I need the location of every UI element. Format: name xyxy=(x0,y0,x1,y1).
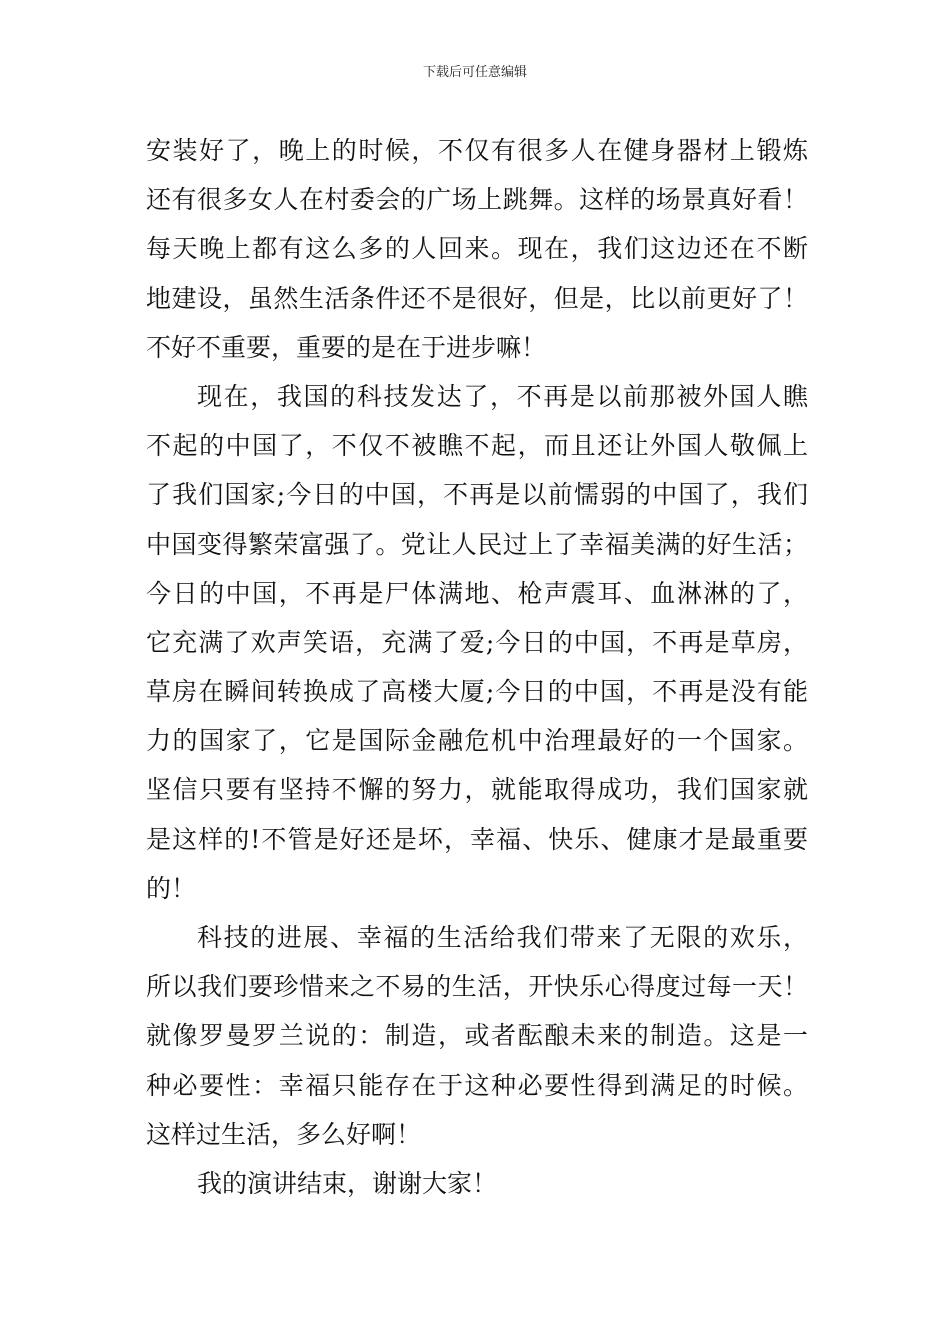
text-line: 草房在瞬间转换成了高楼大厦;今日的中国，不再是没有能 xyxy=(146,677,808,707)
text-line: 不好不重要，重要的是在于进步嘛！ xyxy=(146,332,547,362)
text-line: 它充满了欢声笑语，充满了爱;今日的中国，不再是草房， xyxy=(146,627,808,657)
text-line: 安装好了，晚上的时候，不仅有很多人在健身器材上锻炼 xyxy=(146,136,808,165)
text-line: 中国变得繁荣富强了。党让人民过上了幸福美满的好生活； xyxy=(146,529,808,559)
speech-body xyxy=(146,126,808,1208)
text-line: 还有很多女人在村委会的广场上跳舞。这样的场景真好看！ xyxy=(146,185,808,215)
text-line: 坚信只要有坚持不懈的努力，就能取得成功，我们国家就 xyxy=(146,775,808,805)
text-line: 种必要性：幸福只能存在于这种必要性得到满足的时候。 xyxy=(146,1070,808,1100)
text-line: 每天晚上都有这么多的人回来。现在，我们这边还在不断 xyxy=(146,234,808,264)
paragraph-first-line: 现在，我国的科技发达了，不再是以前那被外国人瞧 xyxy=(197,381,808,411)
text-line: 了我们国家;今日的中国，不再是以前懦弱的中国了，我们 xyxy=(146,480,808,510)
paragraph-first-line: 科技的进展、幸福的生活给我们带来了无限的欢乐， xyxy=(197,923,808,952)
text-line: 地建设，虽然生活条件还不是很好，但是，比以前更好了！ xyxy=(146,283,808,313)
header-note: 下载后可任意编辑 xyxy=(422,65,527,80)
text-line: 所以我们要珍惜来之不易的生活，开快乐心得度过每一天！ xyxy=(146,972,808,1002)
text-line: 是这样的!不管是好还是坏，幸福、快乐、健康才是最重要 xyxy=(146,824,808,854)
text-line: 今日的中国，不再是尸体满地、枪声震耳、血淋淋的了， xyxy=(146,578,808,608)
text-line: 这样过生活，多么好啊！ xyxy=(146,1119,422,1149)
text-line: 不起的中国了，不仅不被瞧不起，而且还让外国人敬佩上 xyxy=(146,431,808,461)
closing-line: 我的演讲结束，谢谢大家！ xyxy=(197,1168,498,1198)
text-line: 力的国家了，它是国际金融危机中治理最好的一个国家。 xyxy=(146,726,808,756)
text-line: 就像罗曼罗兰说的：制造，或者酝酿未来的制造。这是一 xyxy=(146,1021,808,1051)
text-line: 的！ xyxy=(146,873,197,903)
